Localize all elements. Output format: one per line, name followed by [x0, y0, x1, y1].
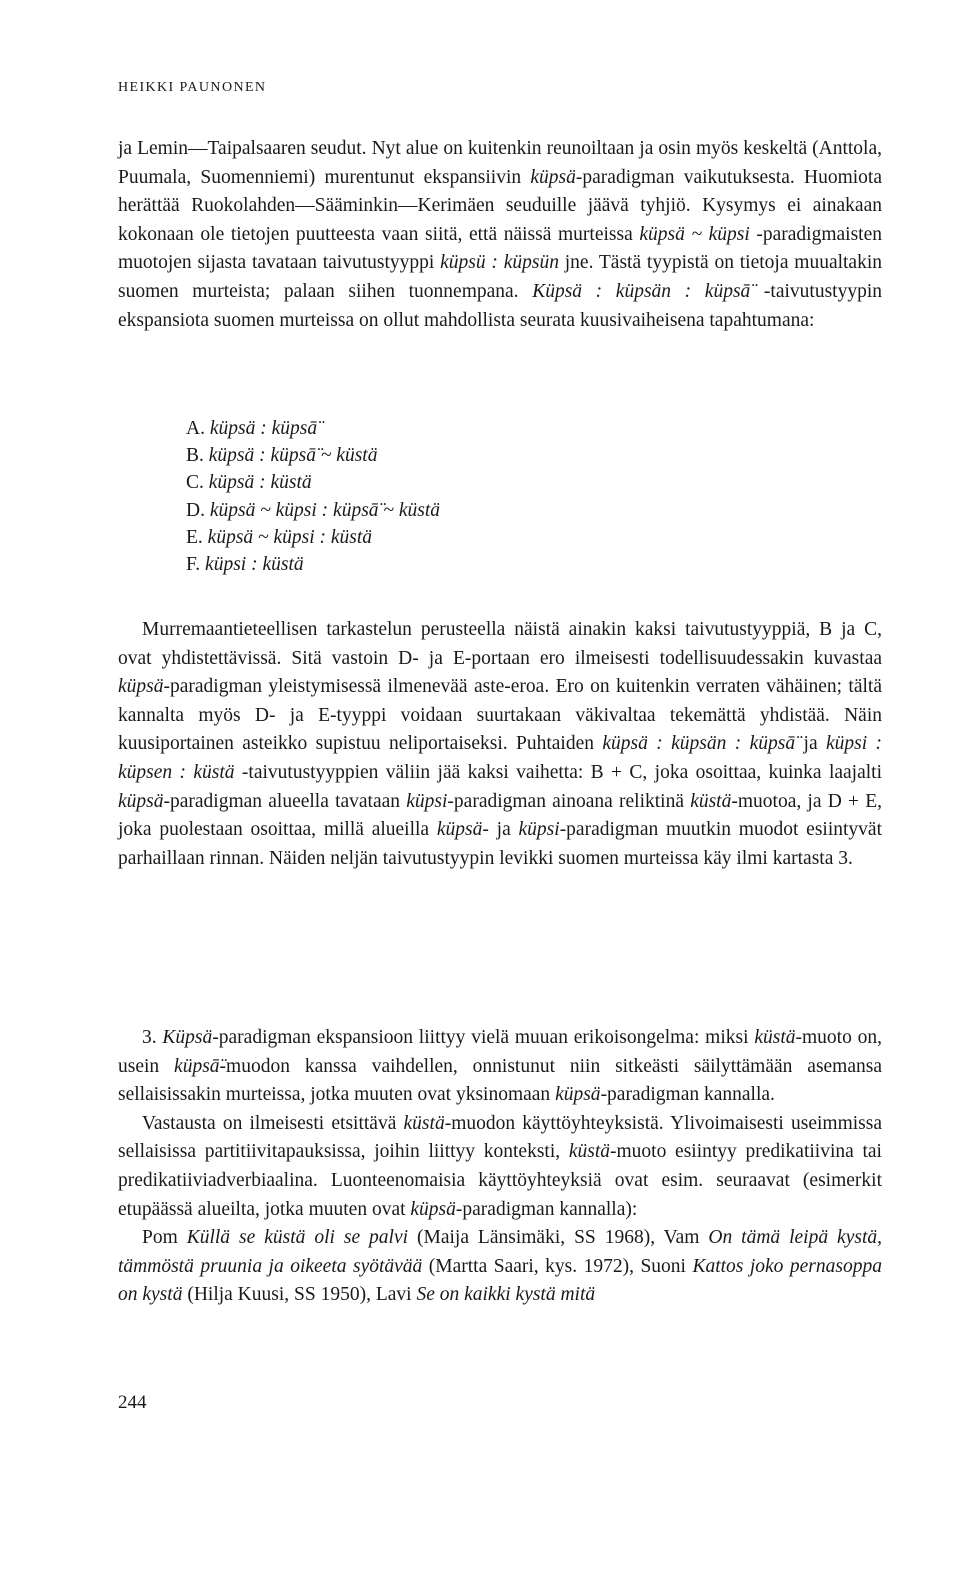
paragraph-3-block — [118, 1024, 882, 1310]
scheme-row: F. küpsi : küstä — [186, 554, 304, 576]
scheme-row: A. küpsä : küpsā̈ — [186, 418, 318, 439]
paragraph-3: 3. Küpsä-paradigman ekspansioon liittyy vielä muuan erikoisongelma: miksi küstä-muoto on, usein küpsā̈-muodon kanssa vaihdellen, onnistunut niin sitkeästi säilyttämään asemansa sellaisissakin murteissa, jotka muuten ovat yksinomaan küpsä-paradigman kannalla. — [118, 1027, 882, 1106]
scheme-row: C. küpsä : küstä — [186, 472, 312, 494]
running-header: HEIKKI PAUNONEN — [118, 80, 267, 95]
paragraph-1: ja Lemin—Taipalsaaren seudut. Nyt alue on kuitenkin reunoiltaan ja osin myös keskeltä (Anttola, Puumala, Suomenniemi) murentunut ekspansiivin küpsä-paradigman vaikutuksesta. Huomiota herättää Ruokolahden—Sääminkin—Kerimäen seuduille jäävä tyhjiö. Kysymys ei ainakaan kokonaan ole tietojen puutteesta vaan siitä, että näissä murteissa küpsä ~ küpsi -paradigmaisten muotojen sijasta tavataan taivutustyyppi küpsü : küpsün jne. Tästä tyypistä on tietoja muualtakin suomen murteista; palaan siihen tuonnempana. Küpsä : küpsän : küpsā̈ -taivutustyypin ekspansiota suomen murteissa on ollut mahdollista seurata kuusivaiheisena tapahtumana: — [118, 138, 883, 331]
scheme-row: B. küpsä : küpsā̈ ~ küstä — [186, 445, 378, 467]
scheme-row: D. küpsä ~ küpsi : küpsā̈ ~ küstä — [186, 499, 440, 521]
paragraph-5: Pom Küllä se küstä oli se palvi (Maija Länsimäki, SS 1968), Vam On tämä leipä kystä, tämmöstä pruunia ja oikeeta syötävää (Martta Saari, kys. 1972), Suoni Kattos joko pernasoppa on kystä (Hilja Kuusi, SS 1950), Lavi Se on kaikki kystä mitä — [118, 1227, 882, 1306]
paragraph-4: Vastausta on ilmeisesti etsittävä küstä-muodon käyttöyhteyksistä. Ylivoimaisesti useimmissa sellaisissa partitiivitapauksissa, joihin liittyy konteksti, küstä-muoto esiintyy predikatiivina tai predikatiiviadverbiaalina. Luonteenomaisia käyttöyhteyksiä ovat esim. seuraavat (esimerkit etupäässä alueilta, jotka muuten ovat küpsä-paradigman kannalla): — [118, 1112, 882, 1220]
paragraph-2: Murremaantieteellisen tarkastelun perusteella näistä ainakin kaksi taivutustyyppiä, B ja C, ovat yhdistettävissä. Sitä vastoin D- ja E-portaan ero ilmeisesti todellisuudessakin kuvastaa küpsä-paradigman yleistymisessä ilmenevää aste-eroa. Ero on kuitenkin verraten vähäinen; tältä kannalta myös D- ja E-tyyppi voidaan suurtakaan väkivaltaa tekemättä yhdistää. Näin kuusiportainen asteikko supistuu neliportaiseksi. Puhtaiden küpsä : küpsän : küpsā̈ ja küpsi : küpsen : küstä -taivutustyyppien väliin jää kaksi vaihetta: B + C, joka osoittaa, kuinka laajalti küpsä-paradigman alueella tavataan küpsi-paradigman ainoana reliktinä küstä-muotoa, ja D + E, joka puolestaan osoittaa, millä alueilla küpsä- ja küpsi-paradigman muutkin muodot esiintyvät parhaillaan rinnan. Näiden neljän taivutustyypin levikki suomen murteissa käy ilmi kartasta 3. — [118, 619, 883, 869]
page-number: 244 — [118, 1392, 147, 1413]
scheme-row: E. küpsä ~ küpsi : küstä — [186, 526, 373, 548]
paradigm-scheme — [186, 415, 440, 578]
